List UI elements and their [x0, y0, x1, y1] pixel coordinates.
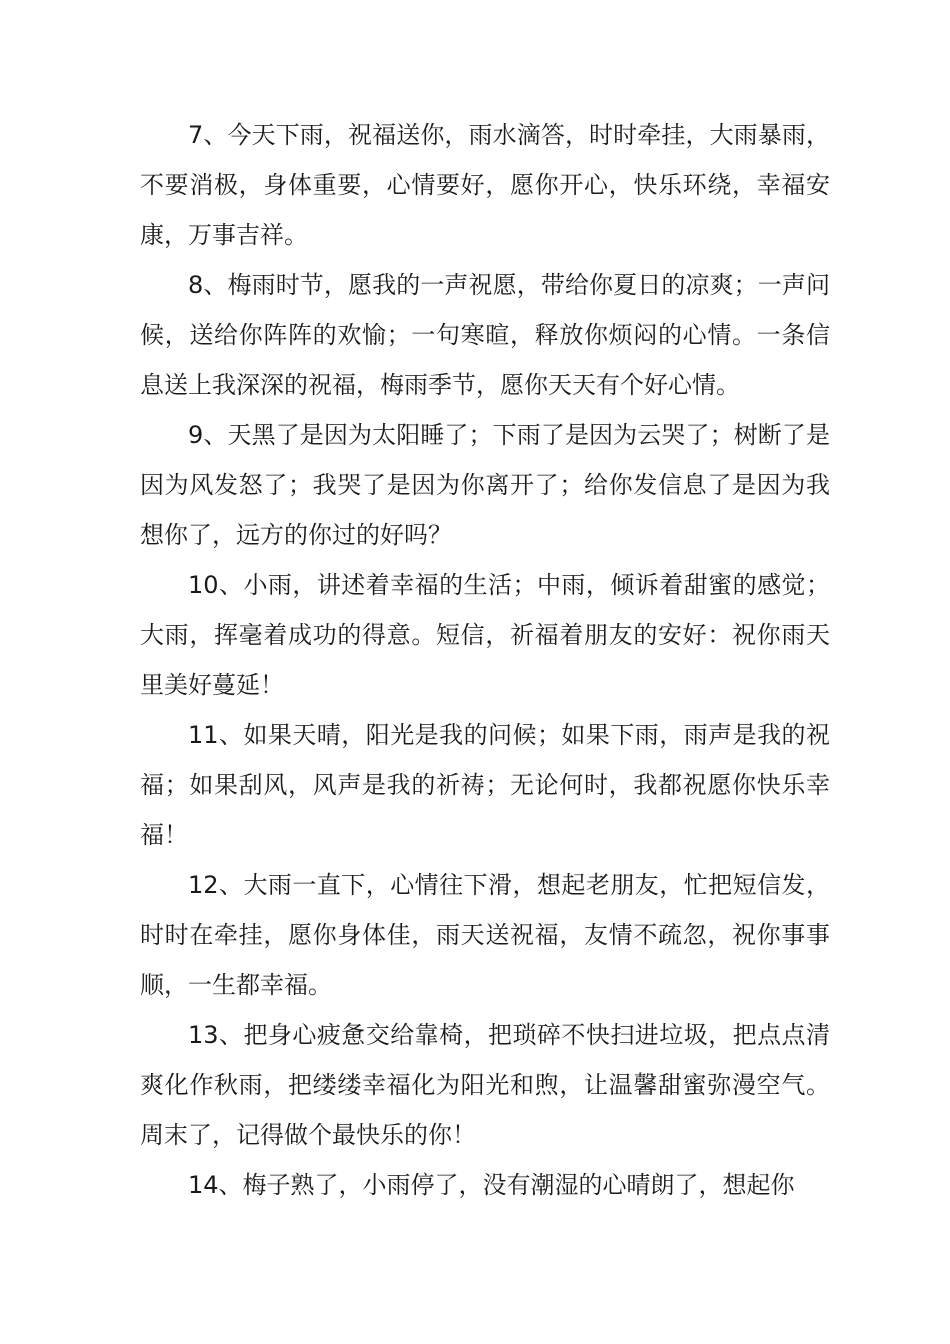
paragraph-7: 7、今天下雨，祝福送你，雨水滴答，时时牵挂，大雨暴雨，不要消极，身体重要，心情要好，愿你开心，快乐环绕，幸福安康，万事吉祥。: [140, 121, 830, 249]
paragraph-11: 11、如果天晴，阳光是我的问候；如果下雨，雨声是我的祝福；如果刮风，风声是我的祈祷；无论何时，我都祝愿你快乐幸福！: [140, 721, 830, 849]
paragraph-10: 10、小雨，讲述着幸福的生活；中雨，倾诉着甜蜜的感觉；大雨，挥毫着成功的得意。短信，祈福着朋友的安好：祝你雨天里美好蔓延！: [140, 571, 830, 699]
document-body: [140, 110, 830, 1210]
paragraph-12: 12、大雨一直下，心情往下滑，想起老朋友，忙把短信发，时时在牵挂，愿你身体佳，雨天送祝福，友情不疏忽，祝你事事顺，一生都幸福。: [140, 871, 830, 999]
paragraph-14: 14、梅子熟了，小雨停了，没有潮湿的心晴朗了，想起你: [188, 1171, 795, 1199]
paragraph-13: 13、把身心疲惫交给靠椅，把琐碎不快扫进垃圾，把点点清爽化作秋雨，把缕缕幸福化为阳光和煦，让温馨甜蜜弥漫空气。周末了，记得做个最快乐的你！: [140, 1021, 830, 1149]
paragraph-8: 8、梅雨时节，愿我的一声祝愿，带给你夏日的凉爽；一声问候，送给你阵阵的欢愉；一句寒暄，释放你烦闷的心情。一条信息送上我深深的祝福，梅雨季节，愿你天天有个好心情。: [140, 271, 830, 399]
paragraph-9: 9、天黑了是因为太阳睡了；下雨了是因为云哭了；树断了是因为风发怒了；我哭了是因为你离开了；给你发信息了是因为我想你了，远方的你过的好吗？: [140, 421, 830, 549]
